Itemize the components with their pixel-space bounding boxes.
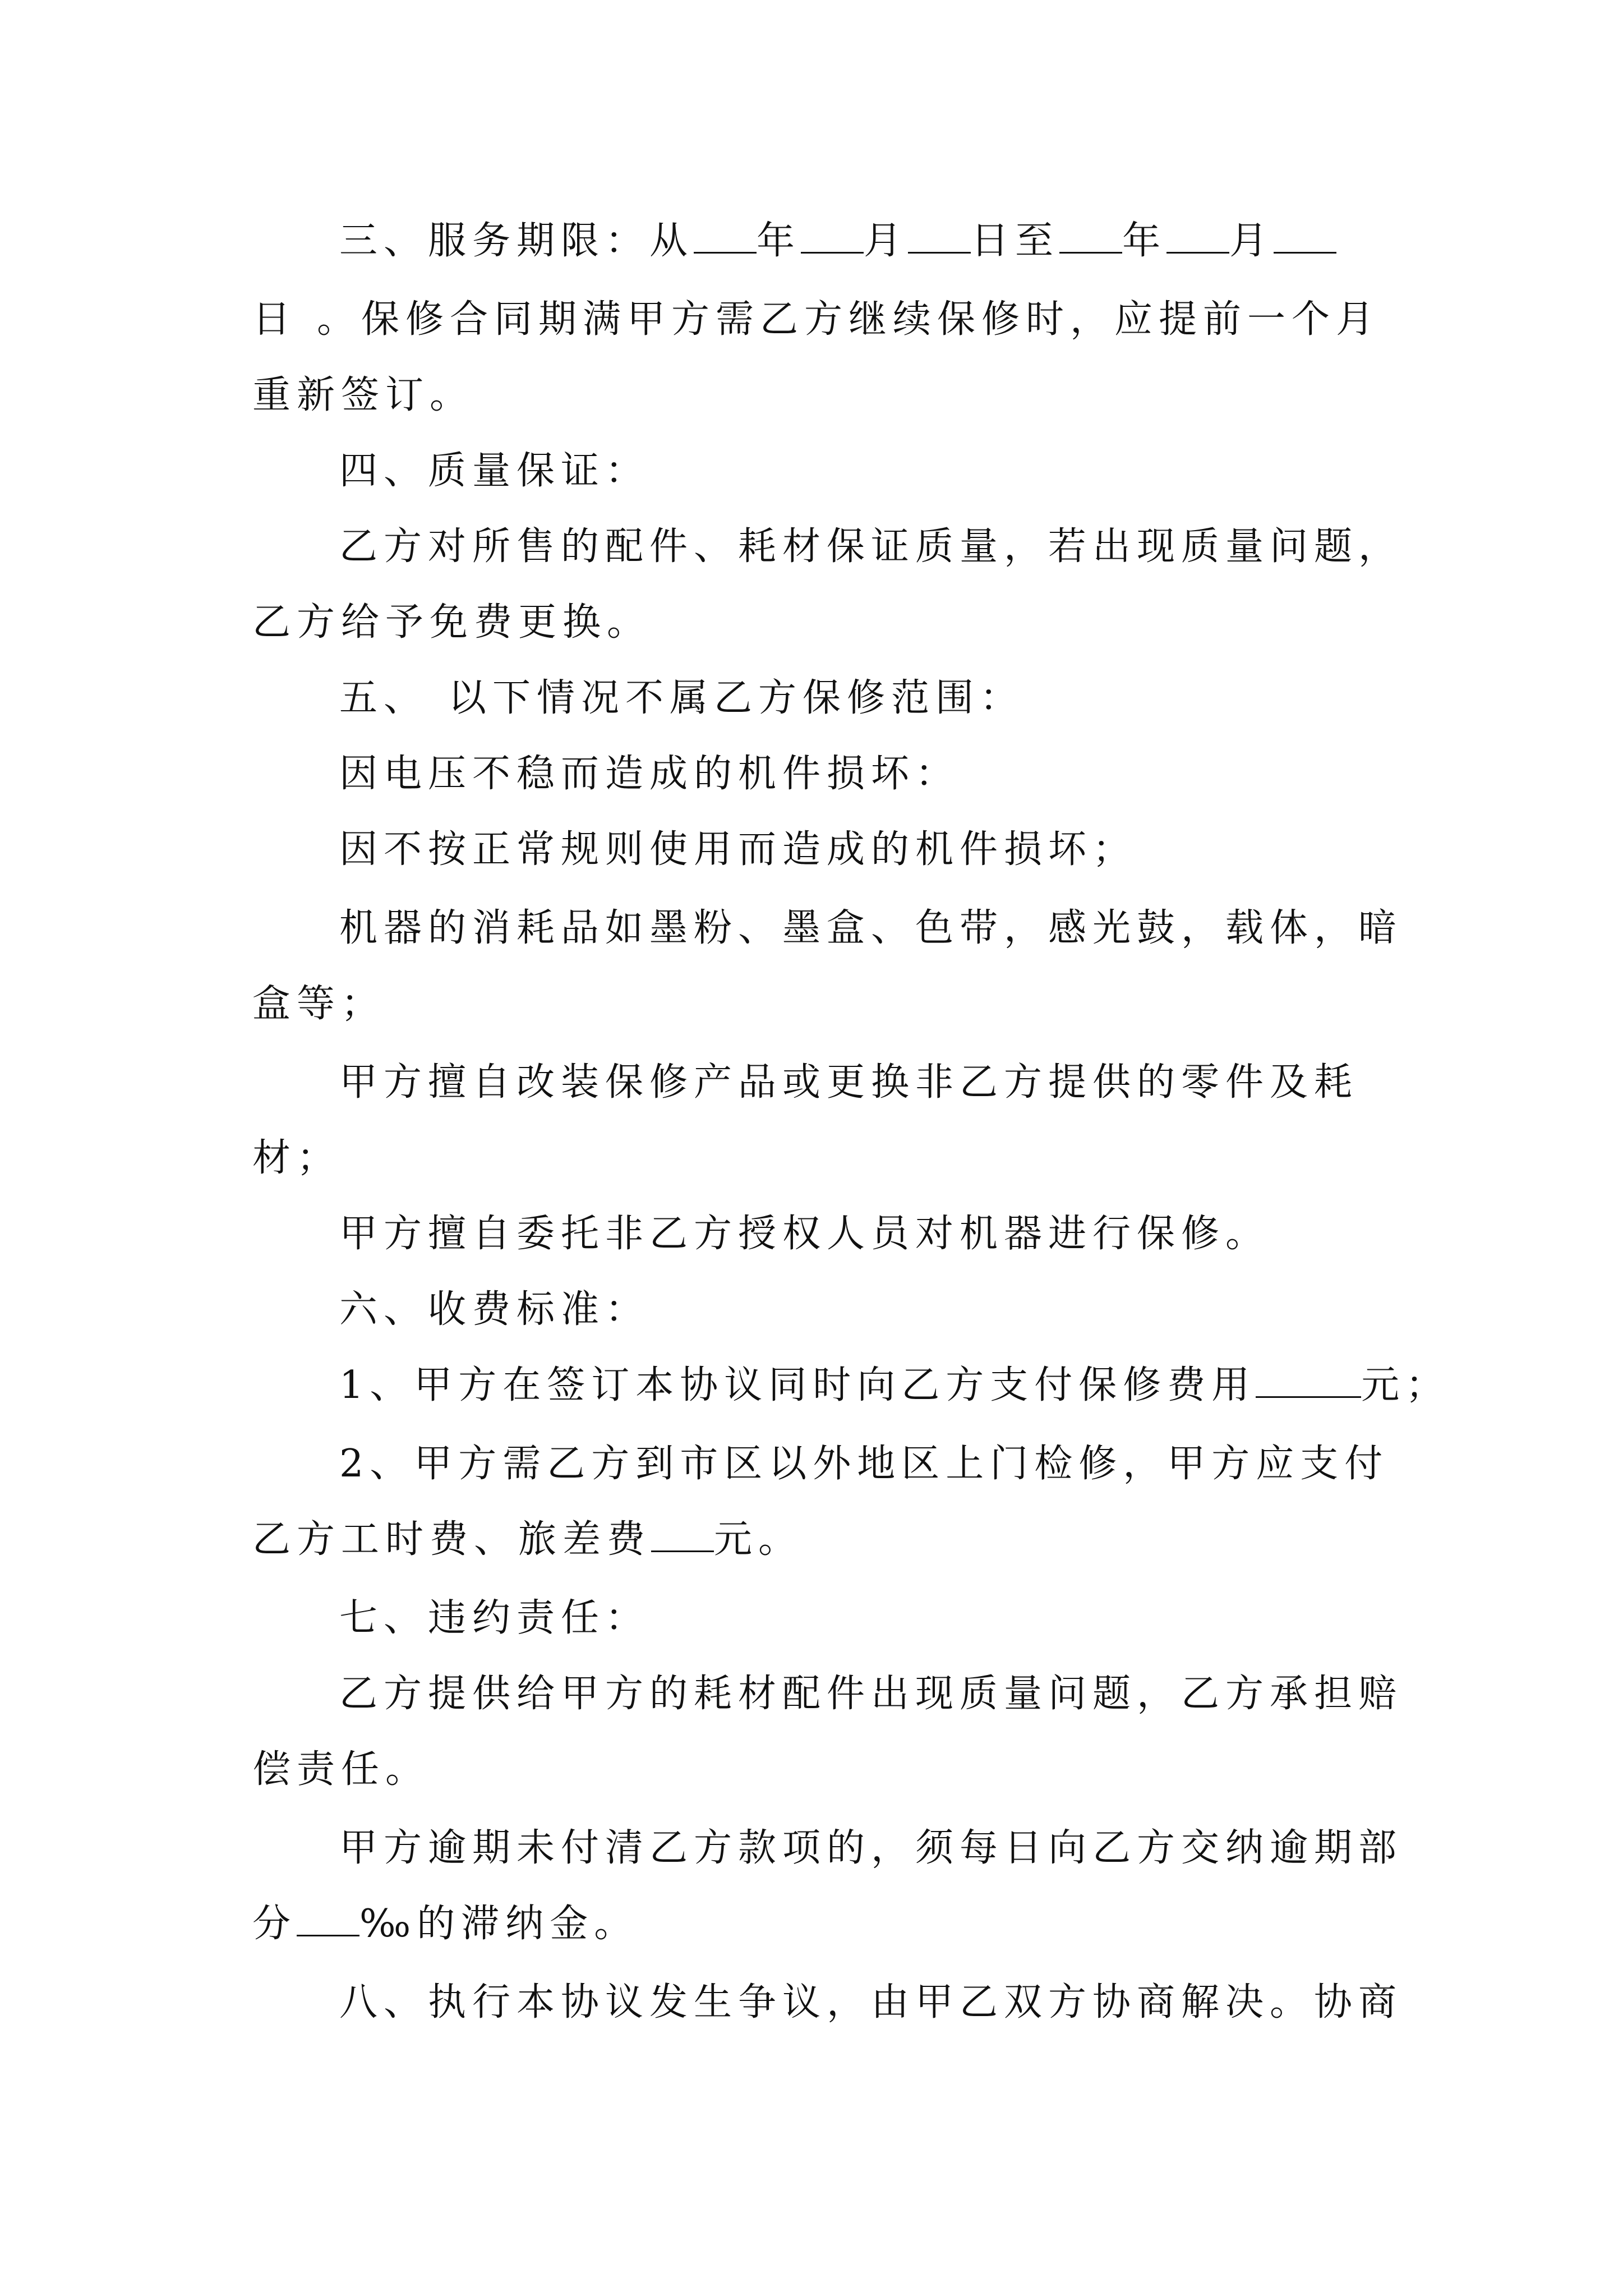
section-number: 五、 bbox=[339, 676, 428, 720]
list-item: 机器的消耗品如墨粉、墨盒、色带，感光鼓，载体，暗 bbox=[339, 906, 1403, 950]
travel-fee-blank bbox=[651, 1518, 714, 1552]
end-month-blank bbox=[1166, 219, 1229, 254]
start-year-blank bbox=[694, 219, 757, 254]
end-day-label: 日 bbox=[252, 297, 297, 342]
service-term-label: 三、服务期限：从 bbox=[339, 219, 694, 263]
day-to-label: 日至 bbox=[971, 219, 1060, 263]
section-heading bbox=[339, 673, 1024, 724]
travel-fee-text: 乙方工时费、旅差费 bbox=[252, 1517, 652, 1562]
end-month-label: 月 bbox=[1229, 219, 1274, 263]
text-line: 乙方提供给甲方的耗材配件出现质量问题，乙方承担赔 bbox=[339, 1672, 1403, 1716]
start-month-blank bbox=[801, 219, 864, 254]
text-line: 盒等； bbox=[252, 982, 386, 1026]
text-line: 材； bbox=[252, 1136, 342, 1180]
late-fee-line bbox=[252, 1899, 638, 1949]
text-line: 乙方对所售的配件、耗材保证质量，若出现质量问题， bbox=[339, 524, 1403, 569]
text-line: 乙方给予免费更换。 bbox=[252, 600, 652, 645]
text-line: 偿责任。 bbox=[252, 1747, 430, 1792]
end-day-blank bbox=[1274, 219, 1336, 254]
section-heading: 八、执行本协议发生争议，由甲乙双方协商解决。协商 bbox=[339, 1980, 1403, 2024]
start-day-blank bbox=[908, 219, 971, 254]
end-year-blank bbox=[1059, 219, 1122, 254]
year-label: 年 bbox=[757, 219, 801, 263]
fee-item-1-text: 1、甲方在签订本协议同时向乙方支付保修费用 bbox=[339, 1363, 1256, 1407]
list-item: 因电压不稳而造成的机件损坏： bbox=[339, 752, 960, 796]
travel-fee-line bbox=[252, 1515, 803, 1565]
fee-unit: 元； bbox=[1361, 1363, 1450, 1407]
list-item: 甲方擅自改装保修产品或更换非乙方提供的零件及耗 bbox=[339, 1060, 1359, 1105]
service-term-line bbox=[339, 216, 1336, 266]
section-heading: 六、收费标准： bbox=[339, 1287, 650, 1332]
section-title: 以下情况不属乙方保修范围： bbox=[448, 676, 1025, 720]
end-year-label: 年 bbox=[1122, 219, 1167, 263]
text-line: 重新签订。 bbox=[252, 373, 474, 417]
fee-item-2: 2、甲方需乙方到市区以外地区上门检修，甲方应支付 bbox=[339, 1442, 1389, 1486]
month-label: 月 bbox=[864, 219, 909, 263]
renewal-line bbox=[252, 295, 1380, 345]
list-item: 因不按正常规则使用而造成的机件损坏； bbox=[339, 827, 1137, 872]
fee-amount-blank bbox=[1256, 1364, 1361, 1398]
section-heading: 四、质量保证： bbox=[339, 449, 650, 493]
late-fee-text: 分 bbox=[252, 1902, 297, 1946]
section-heading: 七、违约责任： bbox=[339, 1596, 650, 1640]
list-item: 甲方擅自委托非乙方授权人员对机器进行保修。 bbox=[339, 1212, 1270, 1256]
travel-fee-unit: 元。 bbox=[714, 1517, 803, 1562]
renewal-text: 。保修合同期满甲方需乙方继续保修时，应提前一个月 bbox=[317, 297, 1381, 342]
late-fee-rate-blank bbox=[297, 1902, 359, 1936]
fee-item-1 bbox=[339, 1360, 1450, 1411]
text-line: 甲方逾期未付清乙方款项的，须每日向乙方交纳逾期部 bbox=[339, 1826, 1403, 1870]
late-fee-unit: ‰的滞纳金。 bbox=[359, 1902, 639, 1946]
